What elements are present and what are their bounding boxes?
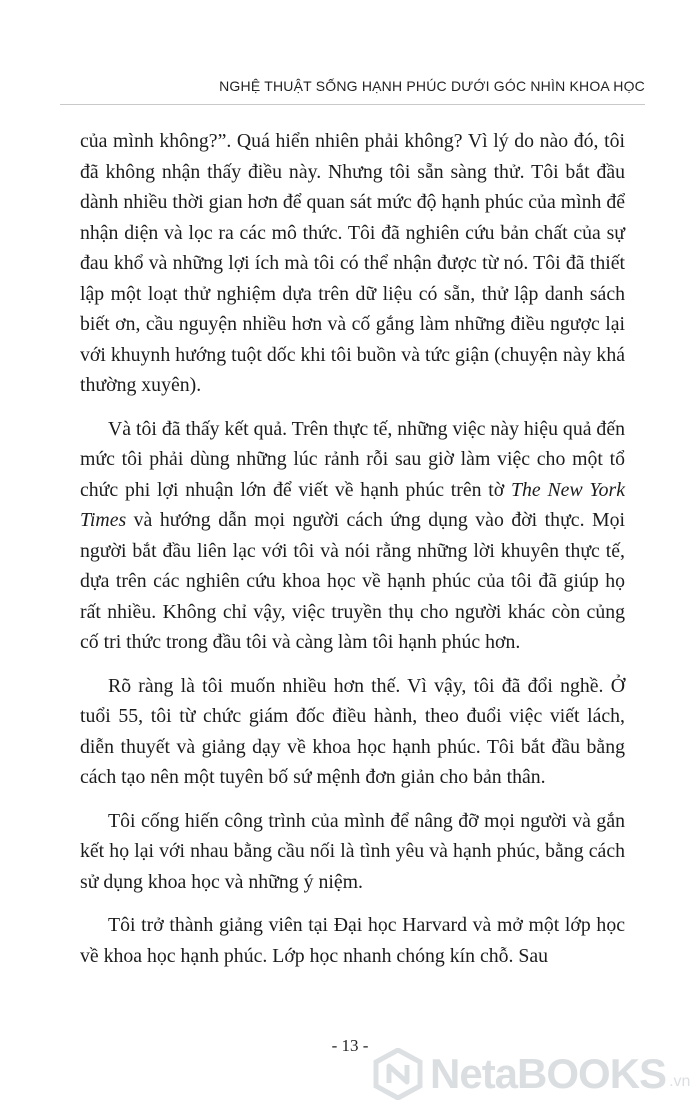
netabooks-logo-icon xyxy=(372,1048,424,1100)
header-divider xyxy=(60,104,645,105)
paragraph-2: Và tôi đã thấy kết quả. Trên thực tế, những việc này hiệu quả đến mức tôi phải dùng những lúc rảnh rỗi sau giờ làm việc cho một tổ chức phi lợi nhuận lớn để viết về hạnh phúc trên tờ The New York Times và hướng dẫn mọi người cách ứng dụng vào đời thực. Mọi người bắt đầu liên lạc với tôi và nói rằng những lời khuyên thực tế, dựa trên các nghiên cứu khoa học về hạnh phúc của tôi đã giúp họ rất nhiều. Không chỉ vậy, việc truyền thụ cho người khác còn củng cố tri thức trong đầu tôi và càng làm tôi hạnh phúc hơn. xyxy=(80,417,625,653)
page-body xyxy=(80,126,625,984)
newspaper-title: The New York Times xyxy=(80,478,625,531)
paragraph-1: của mình không?”. Quá hiển nhiên phải không? Vì lý do nào đó, tôi đã không nhận thấy điều này. Nhưng tôi sẵn sàng thử. Tôi bắt đầu dành nhiều thời gian hơn để quan sát mức độ hạnh phúc của mình để nhận diện và lọc ra các mô thức. Tôi đã nghiên cứu bản chất của sự đau khổ và những lợi ích mà tôi có thể nhận được từ nó. Tôi đã thiết lập một loạt thử nghiệm dựa trên dữ liệu có sẵn, thử lập danh sách biết ơn, cầu nguyện nhiều hơn và cố gắng làm những điều ngược lại với khuynh hướng tuột dốc khi tôi buồn và tức giận (chuyện này khá thường xuyên). xyxy=(80,130,625,396)
watermark-tld: .vn xyxy=(669,1073,691,1090)
paragraph-4: Tôi cống hiến công trình của mình để nâng đỡ mọi người và gắn kết họ lại với nhau bằng cầu nối là tình yêu và hạnh phúc, bằng cách sử dụng khoa học và những ý niệm. xyxy=(80,809,625,893)
paragraph-5: Tôi trở thành giảng viên tại Đại học Harvard và mở một lớp học về khoa học hạnh phúc. Lớp học nhanh chóng kín chỗ. Sau xyxy=(80,914,625,967)
paragraph-3: Rõ ràng là tôi muốn nhiều hơn thế. Vì vậy, tôi đã đổi nghề. Ở tuổi 55, tôi từ chức giám đốc điều hành, theo đuổi việc viết lách, diễn thuyết và giảng dạy về khoa học hạnh phúc. Tôi bắt đầu bằng cách tạo nên một tuyên bố sứ mệnh đơn giản cho bản thân. xyxy=(80,674,625,788)
page-number: - 13 - xyxy=(331,1036,369,1055)
running-header: NGHỆ THUẬT SỐNG HẠNH PHÚC DƯỚI GÓC NHÌN KHOA HỌC xyxy=(219,78,645,94)
watermark-brand: NetaBOOKS xyxy=(430,1050,667,1097)
watermark xyxy=(372,1044,692,1104)
